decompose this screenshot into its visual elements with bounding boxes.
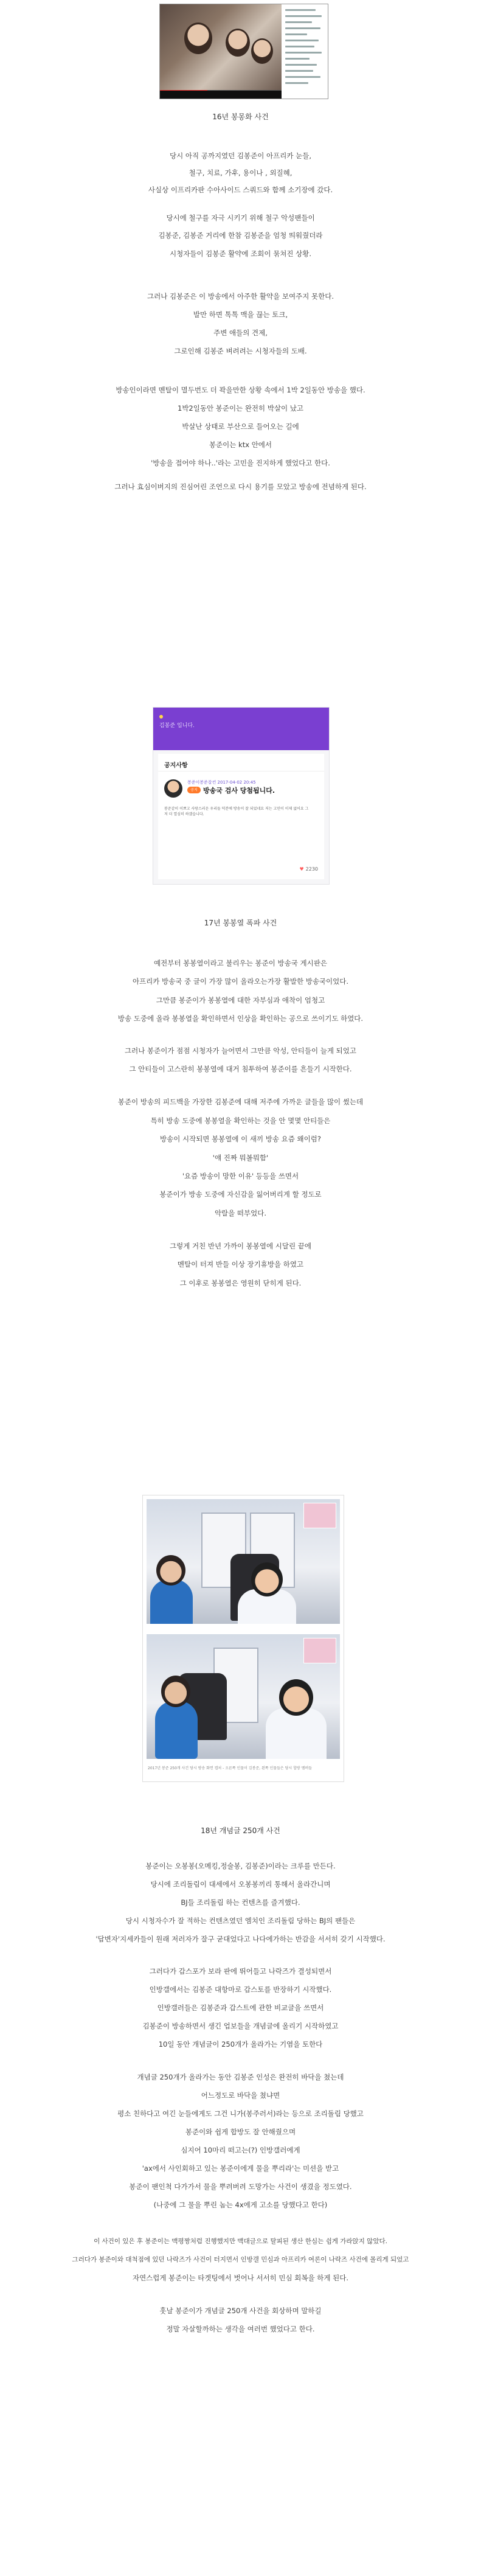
section1-line: 김봉준, 김봉준 거리에 한참 김봉준을 엄청 띄워줬더라: [158, 231, 323, 240]
notification-dot-icon: [159, 715, 163, 719]
video-screenshot-image: [159, 4, 328, 99]
person-left: [184, 23, 212, 54]
section2-title: 17년 봉봉열 폭파 사건: [204, 919, 277, 927]
section3-line: 심지어 10마리 떠고는(?) 인방갤러에게: [181, 2146, 300, 2154]
section1-line: 당시에 철구를 자극 시키기 위해 철구 악성팬들이: [166, 214, 315, 222]
section2-line: 방송 도중에 올라 봉봉열을 확인하면서 인상을 확인하는 공으로 쓰이기도 하였다.: [117, 1014, 364, 1023]
section3-title: 18년 개념글 250개 사건: [201, 1826, 280, 1835]
image-caption: 2017년 봉준 250개 사건 당시 방송 화면 캡처 - 오른쪽 인물이 김봉준, 왼쪽 인물들은 당시 합방 멤버들: [148, 1766, 312, 1770]
notice-author: 봉준이봉준잡컨 2017-04-02 20:45: [187, 780, 256, 785]
section2-line: 그 안티들이 고스란히 봉봉열에 대거 침투하여 봉준이를 흔들기 시작한다.: [129, 1065, 352, 1073]
section2-line: 봉준이가 방송 도중에 자신감을 잃어버리게 할 정도로: [159, 1190, 322, 1199]
stream-shot-bottom: [147, 1634, 340, 1759]
section2-line: 방송이 시작되면 봉봉열에 이 새끼 방송 요즘 왜이럼?: [160, 1135, 321, 1143]
section2-line: 그러나 봉준이가 점점 시청자가 늘어면서 그만큼 악성, 안티들이 늘게 되었고: [125, 1046, 356, 1055]
section3-line: 당시에 조리돌림이 대세에서 오봉봉끼리 통해서 올라간니며: [150, 1880, 331, 1888]
person-shirt: [266, 1708, 327, 1759]
person-left: [156, 1555, 185, 1586]
section3-line: 훗날 봉준이가 개념글 250개 사건을 회상하며 말하길: [159, 2306, 322, 2315]
section1-line: 발만 하면 톡톡 맥을 끊는 토크,: [193, 310, 288, 319]
section1-line: 그러나 효심이버지의 진심어린 조언으로 다시 용기를 모았고 방송에 전념하게 된다.: [114, 482, 367, 491]
section3-line: 평소 친하다고 여긴 눈들에게도 그건 니가(봉주러서)라는 등으로 조리돌림 당했고: [117, 2109, 364, 2118]
person-left: [161, 1676, 190, 1707]
person-center: [226, 29, 250, 57]
section3-line: 그러다가 갑스포가 보라 판에 뛰어들고 나락즈가 결성되면서: [149, 1967, 332, 1976]
section2-line: 봉준이 방송의 피드백을 가장한 김봉준에 대해 저주에 가까운 글들을 많이 썼는데: [117, 1098, 364, 1106]
notice-title: 방송국 검사 당첨됩니다.: [203, 787, 275, 795]
chat-panel: [282, 4, 328, 99]
section2-line: 멘탈이 터져 반들 이상 장기휴방을 하였고: [177, 1260, 304, 1269]
section1-line: 사실상 이프리카판 수아사이드 스쿼드와 함께 소기장에 갔다.: [148, 186, 333, 194]
notice-badge: 공지: [187, 787, 201, 793]
notice-body: 봉준같이 이쁘고 사랑스러운 우리들 덕분에 방송이 잘 되었네요 저는 고민이 이제 없어요 그저 더 열심히 하겠습니다.: [164, 807, 309, 816]
section3-line: 개념글 250개가 올라가는 동안 김봉준 인성은 완전히 바닥을 쳤는데: [137, 2073, 344, 2081]
webcam-overlay: [303, 1503, 336, 1528]
section3-line: 자연스럽게 봉준이는 타겟팅에서 벗어나 서서히 민심 회복을 하게 된다.: [132, 2274, 349, 2282]
section3-line: 봉준이는 오봉봉(오메킹,정술봉, 김봉준)이라는 크루를 만든다.: [145, 1862, 336, 1870]
section1-line: 철구, 치료, 가후, 용이나 , 외질혜,: [189, 169, 292, 177]
section3-line: 당시 시청자수가 잘 적하는 컨텐츠였던 엠치인 조리돌림 당하는 BJ의 팬들은: [125, 1916, 356, 1925]
person-right: [279, 1679, 313, 1716]
notice-screenshot-image: [153, 707, 330, 885]
stream-shot-top: [147, 1499, 340, 1624]
section1-line: 1박2일동안 봉준이는 완전히 박살이 났고: [178, 404, 303, 413]
section2-line: 그만큼 봉준이가 봉봉열에 대한 자부심과 애착이 엄청고: [156, 996, 325, 1004]
stream-screenshots-image: [142, 1495, 344, 1782]
section1-line: 당시 아직 공까지였던 김봉준이 아프리카 눈들,: [169, 151, 311, 160]
section2-line: 악랄을 떠부었다.: [214, 1209, 267, 1217]
section1-line: 박살난 상태로 부산으로 들어오는 길에: [182, 422, 299, 431]
section3-line: 인방갤러들은 김봉준과 갑스트에 관한 비교글을 쓰면서: [157, 2003, 324, 2012]
station-header: [153, 708, 329, 750]
section1-title: 16년 봉몽화 사건: [212, 113, 269, 121]
section3-line: 김봉준이 방송하면서 생긴 업보들을 개념글에 올리기 시작하였고: [142, 2022, 339, 2030]
section3-line: 어느정도로 바닥을 쳤냐면: [201, 2091, 280, 2100]
section3-line: 이 사건이 있은 후 봉준이는 맥평짱처럼 진행했지만 맥대글으로 탈피된 생산 한심는 쉽게 가라앉지 않았다.: [94, 2238, 387, 2245]
section3-line: '답변자'지세카들이 원래 저러자가 잘구 굳대었다고 나다에가하는 반감을 서서히 갖기 시작했다.: [95, 1935, 386, 1943]
section1-line: 그러나 김봉준은 이 방송에서 아주한 활약을 보여주지 못한다.: [147, 292, 334, 301]
section2-line: 예전부터 봉봉열이라고 불리우는 봉준이 방송국 게시판은: [154, 959, 327, 967]
section2-line: '요즘 방송이 망한 이유' 등등을 쓰면서: [182, 1172, 299, 1180]
person-right: [251, 38, 273, 64]
section2-line: 아프리카 방송국 중 글이 가장 많이 올라오는가장 활발한 방송국이었다.: [132, 977, 349, 986]
person-center: [251, 1562, 283, 1596]
video-controls[interactable]: [160, 91, 282, 99]
section3-line: 봉준이 팬인척 다가가서 물을 뿌려버려 도망가는 사건이 생겼을 정도였다.: [129, 2182, 352, 2191]
like-count-value: 2230: [305, 866, 318, 872]
webcam-overlay: [303, 1638, 336, 1663]
section2-line: '얘 진짜 뭐볼뭐함': [212, 1154, 269, 1162]
section1-line: 그로인해 김봉준 벼려려는 시청자들의 도배.: [174, 347, 307, 355]
section2-line: 특히 방송 도중에 봉봉열을 확인하는 것을 안 몇몇 안티들은: [150, 1116, 331, 1125]
section3-line: 10일 동안 개념글이 250개가 올라가는 기염을 토한다: [158, 2040, 323, 2049]
heart-icon: ♥: [299, 866, 304, 872]
section1-line: '방송을 접어야 하나..'라는 고민을 진지하게 했었다고 한다.: [151, 459, 330, 467]
section2-line: 그렇게 거친 반년 가까이 봉봉열에 시달린 끝에: [169, 1242, 311, 1250]
section2-line: 그 이후로 봉봉열은 영원히 닫히게 된다.: [179, 1279, 302, 1287]
section3-line: 인방갤에서는 김봉준 대항마로 갑스토를 반장하기 시작했다.: [149, 1985, 332, 1994]
notice-section-label: 공지사항: [164, 762, 188, 769]
section3-line: BJ들 조리돌림 하는 컨텐츠를 즐겨했다.: [181, 1898, 300, 1907]
section1-line: 주변 애들의 견제,: [213, 329, 268, 337]
station-header-text: 김봉준 입니다.: [159, 723, 195, 729]
like-count[interactable]: [299, 866, 318, 872]
section3-line: 'ax에서 사인회하고 있는 봉준이에게 물을 뿌리라'는 미션을 받고: [142, 2164, 339, 2173]
person-shirt: [150, 1579, 193, 1624]
section3-line: (나중에 그 물을 뿌린 놈는 4x에게 고소를 당했다고 한다): [153, 2201, 328, 2209]
person-shirt: [155, 1701, 198, 1759]
section3-line: 정말 자살할까하는 생각을 여러번 했었다고 한다.: [166, 2325, 315, 2333]
section3-line: 봉준이와 쉽게 합방도 잘 안해줬으며: [185, 2128, 296, 2136]
section1-line: 방송인이라면 멘탈이 멸두번도 더 꽉을만한 상황 속에서 1박 2일동안 방송을 했다.: [116, 386, 365, 394]
section3-line: 그러다가 봉준이와 대척점에 있던 나락즈가 사건이 터지면서 인방갤 민심과 아프리카 여론이 나락즈 사건에 몰리게 되었고: [72, 2256, 409, 2263]
avatar: [164, 779, 182, 798]
notice-card: [158, 754, 324, 879]
section1-line: 봉준이는 ktx 안에서: [209, 440, 272, 449]
section1-line: 시청자들이 김봉준 활약에 조회이 묶쳐진 상황.: [169, 249, 311, 258]
